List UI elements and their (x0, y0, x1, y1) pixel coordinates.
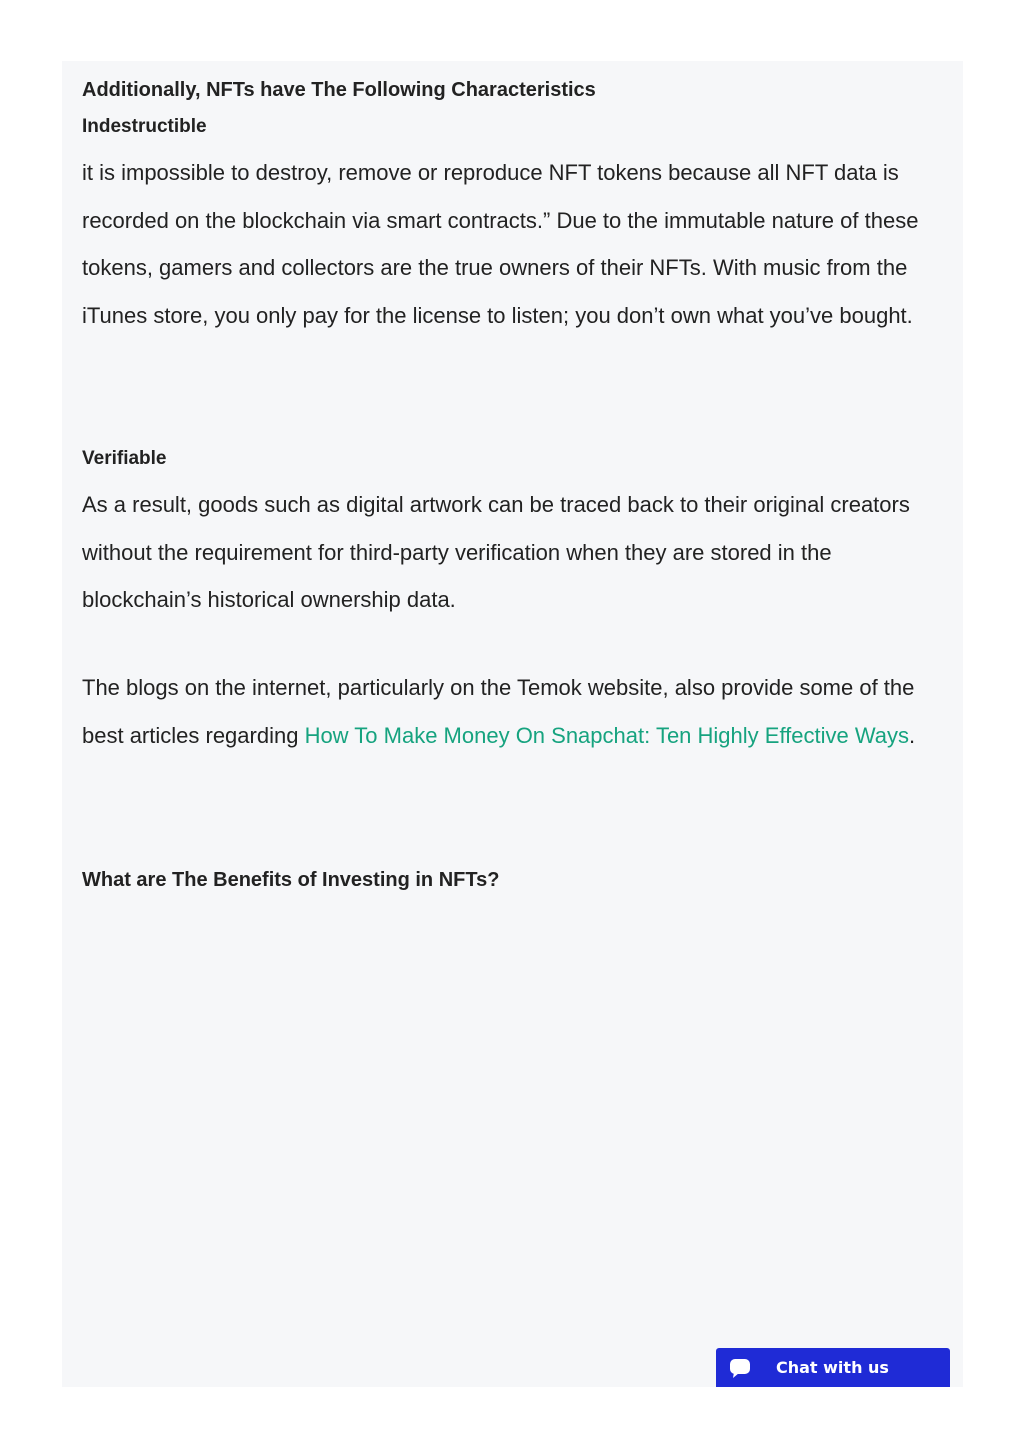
article-panel (62, 61, 963, 1387)
blogs-text: The blogs on the internet, particularly on the Temok website, also provide some of the best articles regarding (82, 675, 915, 748)
chat-label: Chat with us (776, 1358, 889, 1377)
indestructible-heading: Indestructible (82, 116, 207, 137)
characteristics-heading: Additionally, NFTs have The Following Characteristics (82, 79, 596, 101)
blogs-text-end: . (909, 722, 916, 748)
snapchat-article-link[interactable]: How To Make Money On Snapchat: Ten Highly Effective Ways (304, 722, 910, 748)
blogs-paragraph (82, 664, 942, 759)
indestructible-paragraph: it is impossible to destroy, remove or reproduce NFT tokens because all NFT data is recorded on the blockchain via smart contracts.” Due to the immutable nature of these tokens, gamers and collectors are the true owners of their NFTs. With music from the iTunes store, you only pay for the license to listen; you don’t own what you’ve bought. (82, 160, 919, 329)
verifiable-paragraph: As a result, goods such as digital artwork can be traced back to their original creators without the requirement for third-party verification when they are stored in the blockchain’s historical ownership data. (82, 492, 910, 613)
chat-bubble-icon (728, 1356, 752, 1380)
verifiable-heading: Verifiable (82, 448, 167, 469)
benefits-heading: What are The Benefits of Investing in NFTs? (82, 869, 500, 891)
chat-with-us-button[interactable] (716, 1348, 950, 1387)
